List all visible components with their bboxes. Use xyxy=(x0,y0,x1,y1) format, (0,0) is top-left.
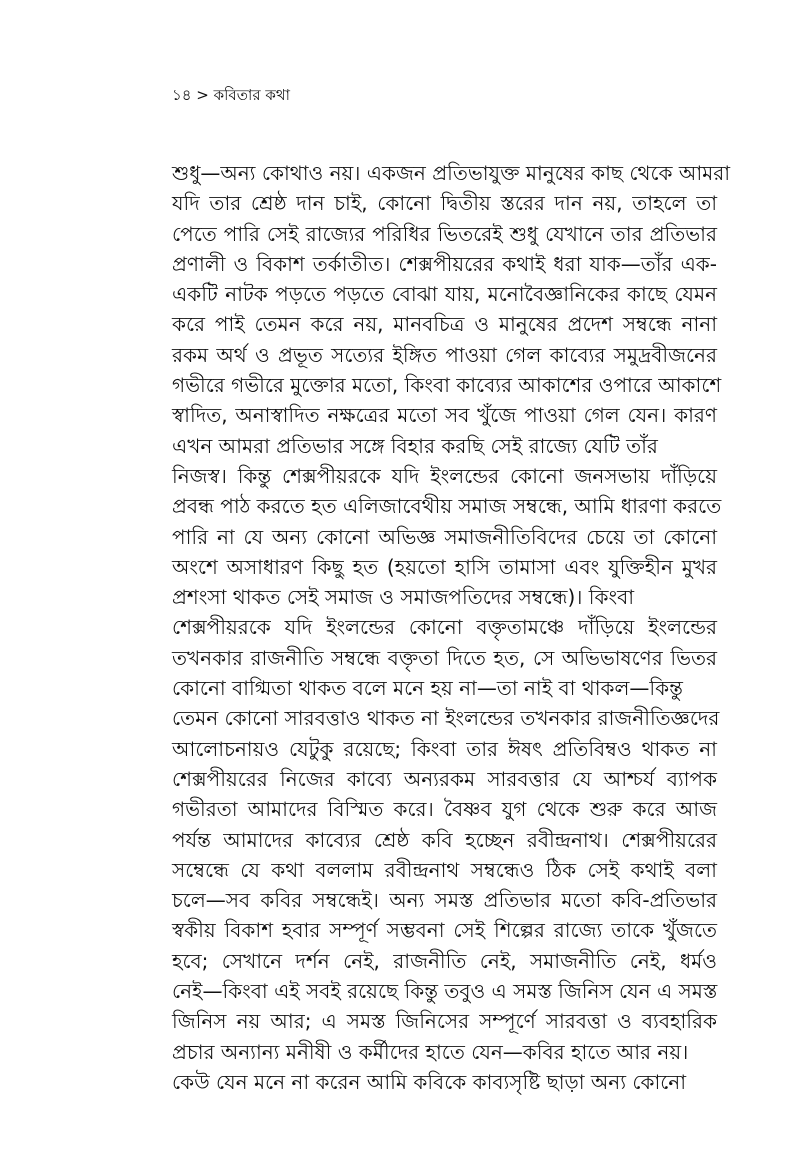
text-line: প্রশংসা থাকত সেই সমাজ ও সমাজপতিদের সম্বন্ধে)। কিংবা xyxy=(172,585,635,610)
text-line: নিজস্ব। কিন্তু শেক্সপীয়রকে যদি ইংলন্ডের কোনো জনসভায় দাঁড়িয়ে xyxy=(172,463,717,488)
text-line: স্বকীয় বিকাশ হবার সম্পূর্ণ সম্ভবনা সেই শিল্পের রাজ্যে তাকে খুঁজতে xyxy=(172,918,717,943)
text-line: শুধু—অন্য কোথাও নয়। একজন প্রতিভাযুক্ত মানুষের কাছ থেকে আমরা xyxy=(172,161,731,185)
text-line: আলোচনায়ও যেটুকু রয়েছে; কিংবা তার ঈষৎ প্রতিবিম্বও থাকত না xyxy=(172,736,717,761)
text-line: পারি না যে অন্য কোনো অভিজ্ঞ সমাজনীতিবিদের চেয়ে তা কোনো xyxy=(172,524,717,549)
body-text xyxy=(172,158,731,1097)
text-line: শেক্সপীয়রের নিজের কাব্যে অন্যরকম সারবত্তার যে আশ্চর্য ব্যাপক xyxy=(172,766,717,791)
text-line: প্রবন্ধ পাঠ করতে হত এলিজাবেথীয় সমাজ সম্বন্ধে, আমি ধারণা করতে xyxy=(172,494,722,519)
text-line: প্রচার অন্যান্য মনীষী ও কর্মীদের হাতে যেন—কবির হাতে আর নয়। xyxy=(172,1039,689,1064)
text-line: এখন আমরা প্রতিভার সঙ্গে বিহার করছি সেই রাজ্যে যেটি তাঁর xyxy=(172,433,658,458)
text-line: রকম অর্থ ও প্রভূত সত্যের ইঙ্গিত পাওয়া গেল কাব্যের সমুদ্রবীজনের xyxy=(172,342,717,367)
text-line: শেক্সপীয়রকে যদি ইংলন্ডের কোনো বক্তৃতামঞ্চে দাঁড়িয়ে ইংলন্ডের xyxy=(172,615,717,640)
text-line: চলে—সব কবির সম্বন্ধেই। অন্য সমস্ত প্রতিভার মতো কবি-প্রতিভার xyxy=(172,888,717,913)
text-line: জিনিস নয় আর; এ সমস্ত জিনিসের সম্পূর্ণে সারবত্তা ও ব্যবহারিক xyxy=(172,1009,717,1034)
text-line: প্রণালী ও বিকাশ তর্কাতীত। শেক্সপীয়রের কথাই ধরা যাক—তাঁর এক- xyxy=(172,251,717,276)
text-line: স্বাদিত, অনাস্বাদিত নক্ষত্রের মতো সব খুঁজে পাওয়া গেল যেন। কারণ xyxy=(172,403,717,428)
text-line: গভীরে গভীরে মুক্তোর মতো, কিংবা কাব্যের আকাশের ওপারে আকাশে xyxy=(172,373,722,398)
text-line: একটি নাটক পড়তে পড়তে বোঝা যায়, মনোবৈজ্ঞানিকের কাছে যেমন xyxy=(172,282,717,307)
text-line: যদি তার শ্রেষ্ঠ দান চাই, কোনো দ্বিতীয় স্তরের দান নয়, তাহলে তা xyxy=(172,191,717,216)
book-title: কবিতার কথা xyxy=(213,86,290,104)
text-line: তেমন কোনো সারবত্তাও থাকত না ইংলন্ডের তখনকার রাজনীতিজ্ঞদের xyxy=(172,706,720,731)
text-line: হবে; সেখানে দর্শন নেই, রাজনীতি নেই, সমাজনীতি নেই, ধর্মও xyxy=(172,948,717,973)
text-line: গভীরতা আমাদের বিস্মিত করে। বৈষ্ণব যুগ থেকে শুরু করে আজ xyxy=(172,797,717,822)
text-line: তখনকার রাজনীতি সম্বন্ধে বক্তৃতা দিতে হত, সে অভিভাষণের ভিতর xyxy=(172,645,717,670)
separator: > xyxy=(196,86,209,104)
text-line: অংশে অসাধারণ কিছু হত (হয়তো হাসি তামাসা এবং যুক্তিহীন মুখর xyxy=(172,554,717,579)
text-line: নেই—কিংবা এই সবই রয়েছে কিন্তু তবুও এ সমস্ত জিনিস যেন এ সমস্ত xyxy=(172,979,718,1004)
text-line: সম্বেন্ধে যে কথা বললাম রবীন্দ্রনাথ সম্বন্ধেও ঠিক সেই কথাই বলা xyxy=(172,857,717,882)
text-line: পর্যন্ত আমাদের কাব্যের শ্রেষ্ঠ কবি হচ্ছেন রবীন্দ্রনাথ। শেক্সপীয়রের xyxy=(172,827,717,852)
text-line: কেউ যেন মনে না করেন আমি কবিকে কাব্যসৃষ্টি ছাড়া অন্য কোনো xyxy=(172,1069,687,1094)
text-line: পেতে পারি সেই রাজ্যের পরিধির ভিতরেই শুধু যেখানে তার প্রতিভার xyxy=(172,221,717,246)
page-number: ১৪ xyxy=(172,86,192,104)
text-line: করে পাই তেমন করে নয়, মানবচিত্র ও মানুষের প্রদেশ সম্বন্ধে নানা xyxy=(172,312,717,337)
text-line: কোনো বাগ্মিতা থাকত বলে মনে হয় না—তা নাই বা থাকল—কিন্তু xyxy=(172,676,683,701)
running-head xyxy=(172,84,290,109)
